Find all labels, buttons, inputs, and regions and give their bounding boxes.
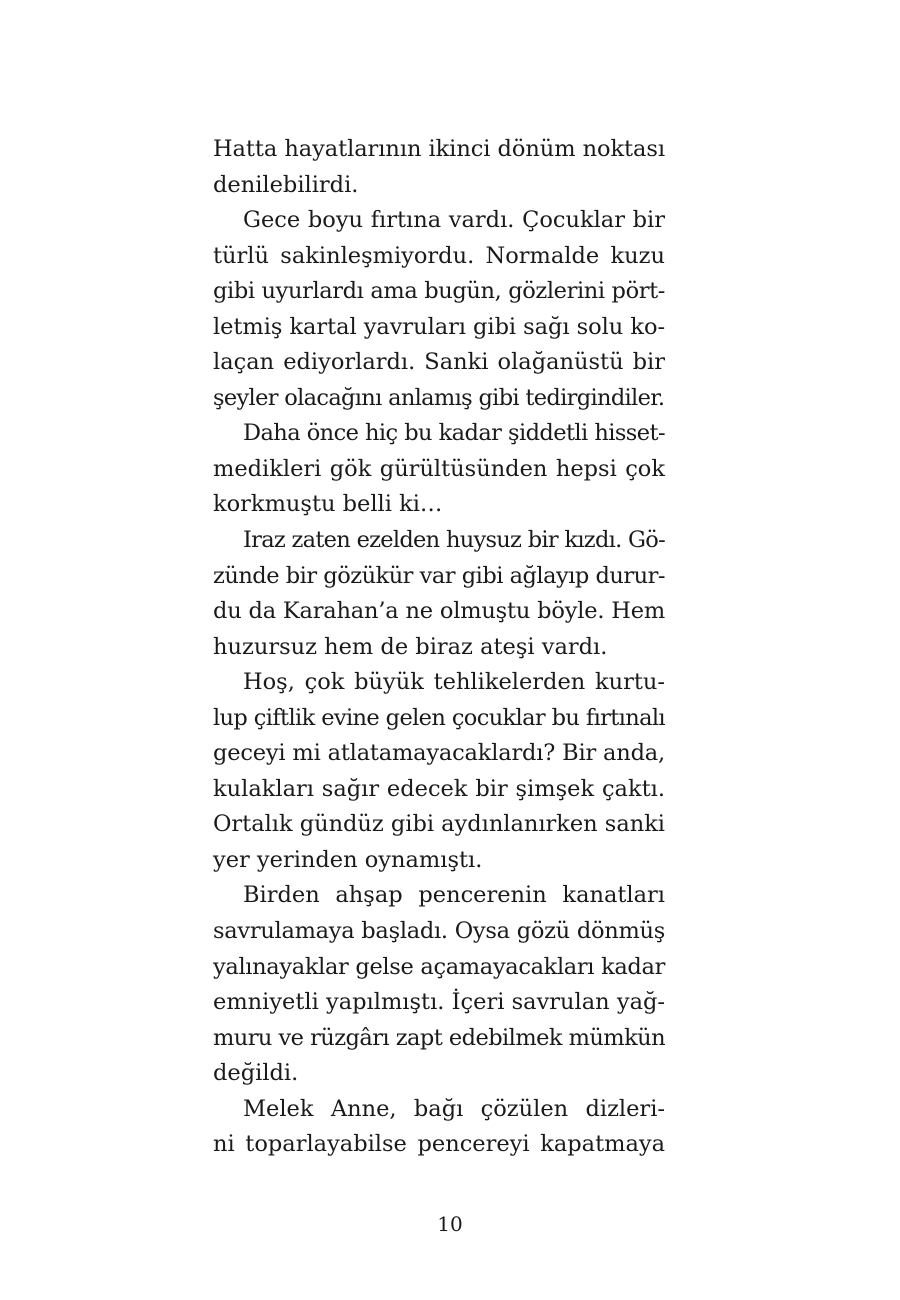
page-number: 10 [437,1212,463,1236]
text-line: lup çiftlik evine gelen çocuklar bu fırtınalı [213,704,665,731]
text-line: geceyi mi atlatamayacaklardı? Bir anda, [213,740,665,767]
text-line: emniyetli yapılmıştı. İçeri savrulan yağ- [213,989,665,1016]
text-line: Melek Anne, bağı çözülen dizleri- [243,1095,665,1122]
text-line: gibi uyurlardı ama bugün, gözlerini pört- [213,278,665,305]
body-text [213,132,665,1163]
text-line: denilebilirdi. [213,171,359,198]
text-line: Iraz zaten ezelden huysuz bir kızdı. Gö- [243,527,665,554]
text-line: Hoş, çok büyük tehlikelerden kurtu- [243,669,665,696]
text-line: Birden ahşap pencerenin kanatları [243,882,665,909]
text-line: Hatta hayatlarının ikinci dönüm noktası [213,136,665,162]
text-line: ni toparlayabilse pencereyi kapatmaya [213,1131,665,1158]
text-line: Gece boyu fırtına vardı. Çocuklar bir [243,207,665,234]
text-line: du da Karahan’a ne olmuştu böyle. Hem [213,598,665,625]
text-line: Daha önce hiç bu kadar şiddetli hisset- [243,420,665,447]
text-line: kulakları sağır edecek bir şimşek çaktı. [213,775,665,802]
text-line: Ortalık gündüz gibi aydınlanırken sanki [213,811,665,838]
text-line: şeyler olacağını anlamış gibi tedirgindiler. [213,384,665,411]
text-line: değildi. [213,1060,299,1087]
text-line: yer yerinden oynamıştı. [213,846,483,873]
text-line: huzursuz hem de biraz ateşi vardı. [213,633,608,660]
text-line: türlü sakinleşmiyordu. Normalde kuzu [213,242,665,269]
text-line: zünde bir gözükür var gibi ağlayıp durur- [213,562,665,589]
text-line: laçan ediyorlardı. Sanki olağanüstü bir [213,349,665,376]
text-line: muru ve rüzgârı zapt edebilmek mümkün [213,1024,665,1051]
text-line: savrulamaya başladı. Oysa gözü dönmüş [213,918,665,945]
text-line: yalınayaklar gelse açamayacakları kadar [213,953,665,980]
text-line: letmiş kartal yavruları gibi sağı solu ko- [213,313,665,340]
text-line: korkmuştu belli ki… [213,491,443,518]
text-line: medikleri gök gürültüsünden hepsi çok [213,455,665,482]
